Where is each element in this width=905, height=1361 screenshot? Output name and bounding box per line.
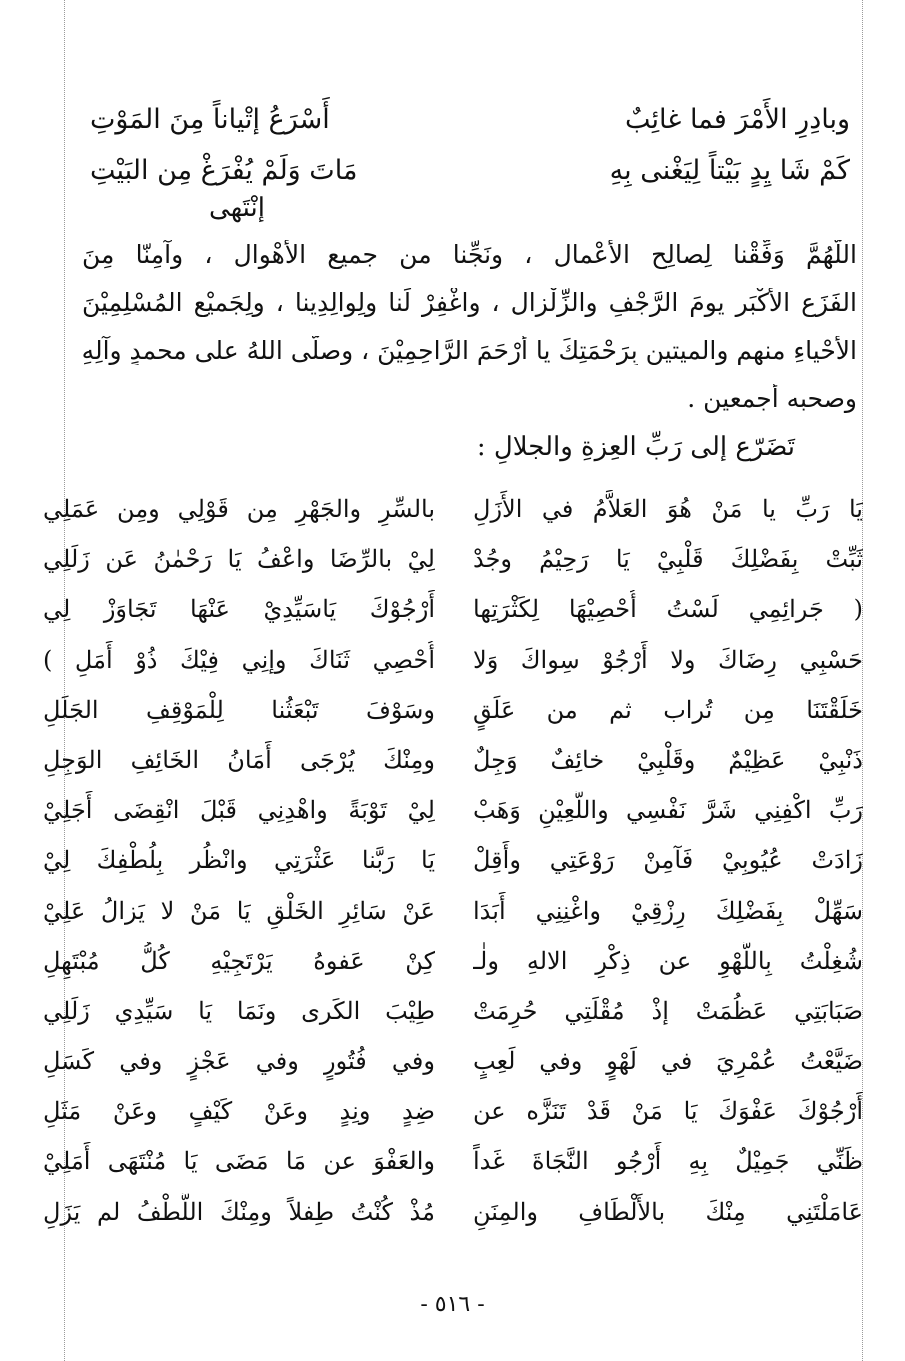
opening-verse-1 [90,104,850,135]
poem-hemistich: مُذْ كُنْتُ طِفلاً ومِنْكَ اللُّطْفُ لم يَزَلِ [43,1197,435,1226]
verse-second-hemistich: مَاتَ وَلَمْ يُفْرَغْ مِن البَيْتِ [90,155,358,186]
poem-hemistich: صَبَابَتِي عَظُمَتْ إذْ مُقْلَتِي حُرِمَتْ [473,996,863,1025]
verse-second-hemistich: أَسْرَعُ إتْياناً مِنَ المَوْتِ [90,104,330,135]
poem-hemistich: ضِدٍ ونِدٍ وعَنْ كَيْفٍ وعَنْ مَثَلِ [43,1097,435,1126]
poem-hemistich: رَبِّ اكْفِنِي شَرَّ نَفْسِي واللَّعِيْنِ وَهَبْ [473,796,863,825]
poem-hemistich: سَهِّلْ بِفَضْلِكَ رِزْقِيْ واغْنِنِي أَبَدَا [473,896,863,925]
page-number: - ٥١٦ - [420,1292,485,1317]
poem-hemistich: عَنْ سَائِرِ الخَلْقِ يَا مَنْ لا يَزالُ عَلِيْ [43,896,435,925]
poem-hemistich: يَا رَبَّنا عَثْرَتِي وانْظُر بِلُطْفِكَ لِيْ [43,846,435,875]
verse-first-hemistich: كَمْ شَا يِدٍ بَيْتاً لِيَغْنى بِهِ [609,155,850,186]
poem-hemistich: ومِنْكَ يُرْجَى أَمَانُ الخَائِفِ الوَجِلِ [43,745,435,774]
section-heading: تَضَرّع إلى رَبِّ العِزةِ والجلالِ : [476,432,795,462]
poem-hemistich: وفي فُتُورٍ وفي عَجْزٍ وفي كَسَلِ [43,1047,435,1076]
poem-hemistich: كِنْ عَفوهُ يَرْتَجِيْهِ كُلُّ مُبْتَهِلِ [43,946,435,975]
poem-hemistich: ضَيَّعْتُ عُمْرِيَ في لَهْوٍ وفي لَعِبٍ [473,1047,863,1076]
poem-hemistich: يَا رَبِّ يا مَنْ هُوَ العَلاَّمُ في الأَزَلِ [473,495,863,523]
poem-hemistich: خَلَقْتَنَا مِن تُراب ثم من عَلَقٍ [473,695,863,724]
poem-hemistich: أُحْصِي ثَنَاكَ وإنِي فِيْكَ ذُوْ أَمَلِ ) [43,645,435,674]
prose-line-4: وصحبه أجمعين . [687,384,857,413]
poem-hemistich: ذَنْبِيْ عَظِيْمٌ وقَلْبِيْ خائِفٌ وَجِلٌ [473,745,863,774]
poem-hemistich: وسَوْفَ تَبْعَثُنا لِلْمَوْقِفِ الجَلَلِ [43,695,435,724]
poem-second-hemistichs [43,490,435,1243]
poem-hemistich: أَرْجُوْكَ يَاسَيِّدِيْ عَنْهَا تَجَاوَزْ لِي [43,595,435,624]
poem-hemistich: والعَفْوَ عن مَا مَضَى يَا مُنْتَهَى أَمَلِيْ [43,1147,435,1176]
poem-hemistich: شُغِلْتُ بِاللَّهْوِ عن ذِكْرِ الالهِ ولٰـ [473,946,863,975]
poem-hemistich: لِيْ تَوْبَةً واهْدِنِي قَبْلَ انْقِضَى أَجَلِيْ [43,796,435,825]
prose-line-2: الفَزَعِ الأَكْبَرِ يومَ الرَّجْفِ والزِّلْزالِ ، واغْفِرْ لَنا ولِوالِدِينا ، ولِجَميْعِ المُسْلِمِيْنَ [82,288,857,317]
poem-hemistich: بالسِّرِ والجَهْرِ مِن قَوْلِي ومِن عَمَلِي [43,495,435,523]
poem-hemistich: أَرْجُوْكَ عَفْوَكَ يَا مَنْ قَدْ تَنَزَّه عن [473,1097,863,1126]
poem-hemistich: لِيْ بالرِّضَا واعْفُ يَا رَحْمٰنُ عَن زَلَلِي [43,545,435,574]
verse-first-hemistich: وبادِرِ الأَمْرَ فما غائِبٌ [625,104,850,135]
prose-line-3: الأَحْياءِ منهم والميتين بِرَحْمَتِكَ يا أَرْحَمَ الرَّاحِمِيْنَ ، وصلّى اللهُ على محمدٍ وآلِهِ [82,336,857,365]
poem-hemistich: زَادَتْ عُيُوبِيْ فَآمِنْ رَوْعَتِي وأَقِلْ [473,846,863,875]
poem-hemistich: ( جَرائِمِي لَسْتُ أُحْصِيْهَا لِكَثْرَتِها [473,595,863,624]
poem-hemistich: حَسْبِي رِضَاكَ ولا أَرْجُوْ سِواكَ وَلا [473,645,863,674]
ended-label: إنْتَهى [209,193,265,223]
poem-hemistich: ظَنِّي جَمِيْلٌ بِهِ أَرْجُو النَّجَاةَ غَداً [473,1147,863,1176]
prose-line-1: اللّهُمَّ وَفِّقْنا لِصالِحِ الأعْمالِ ، ونَجِّنا من جميعِ الأَهْوالِ ، وآمِنّا مِنَ [82,240,857,269]
poem-hemistich: طِيْبَ الكَرى ونَمَا يَا سَيِّدِي زَلَلِي [43,996,435,1025]
poem-hemistich: ثَبِّتْ بِفَضْلِكَ قَلْبِيْ يَا رَحِيْمُ وجُدْ [473,545,863,574]
poem-first-hemistichs [473,490,863,1243]
opening-verse-2 [90,155,850,186]
poem-hemistich: عَامَلْتَنِي مِنْكَ بالأَلْطَافِ والمِنَنِ [473,1197,863,1226]
